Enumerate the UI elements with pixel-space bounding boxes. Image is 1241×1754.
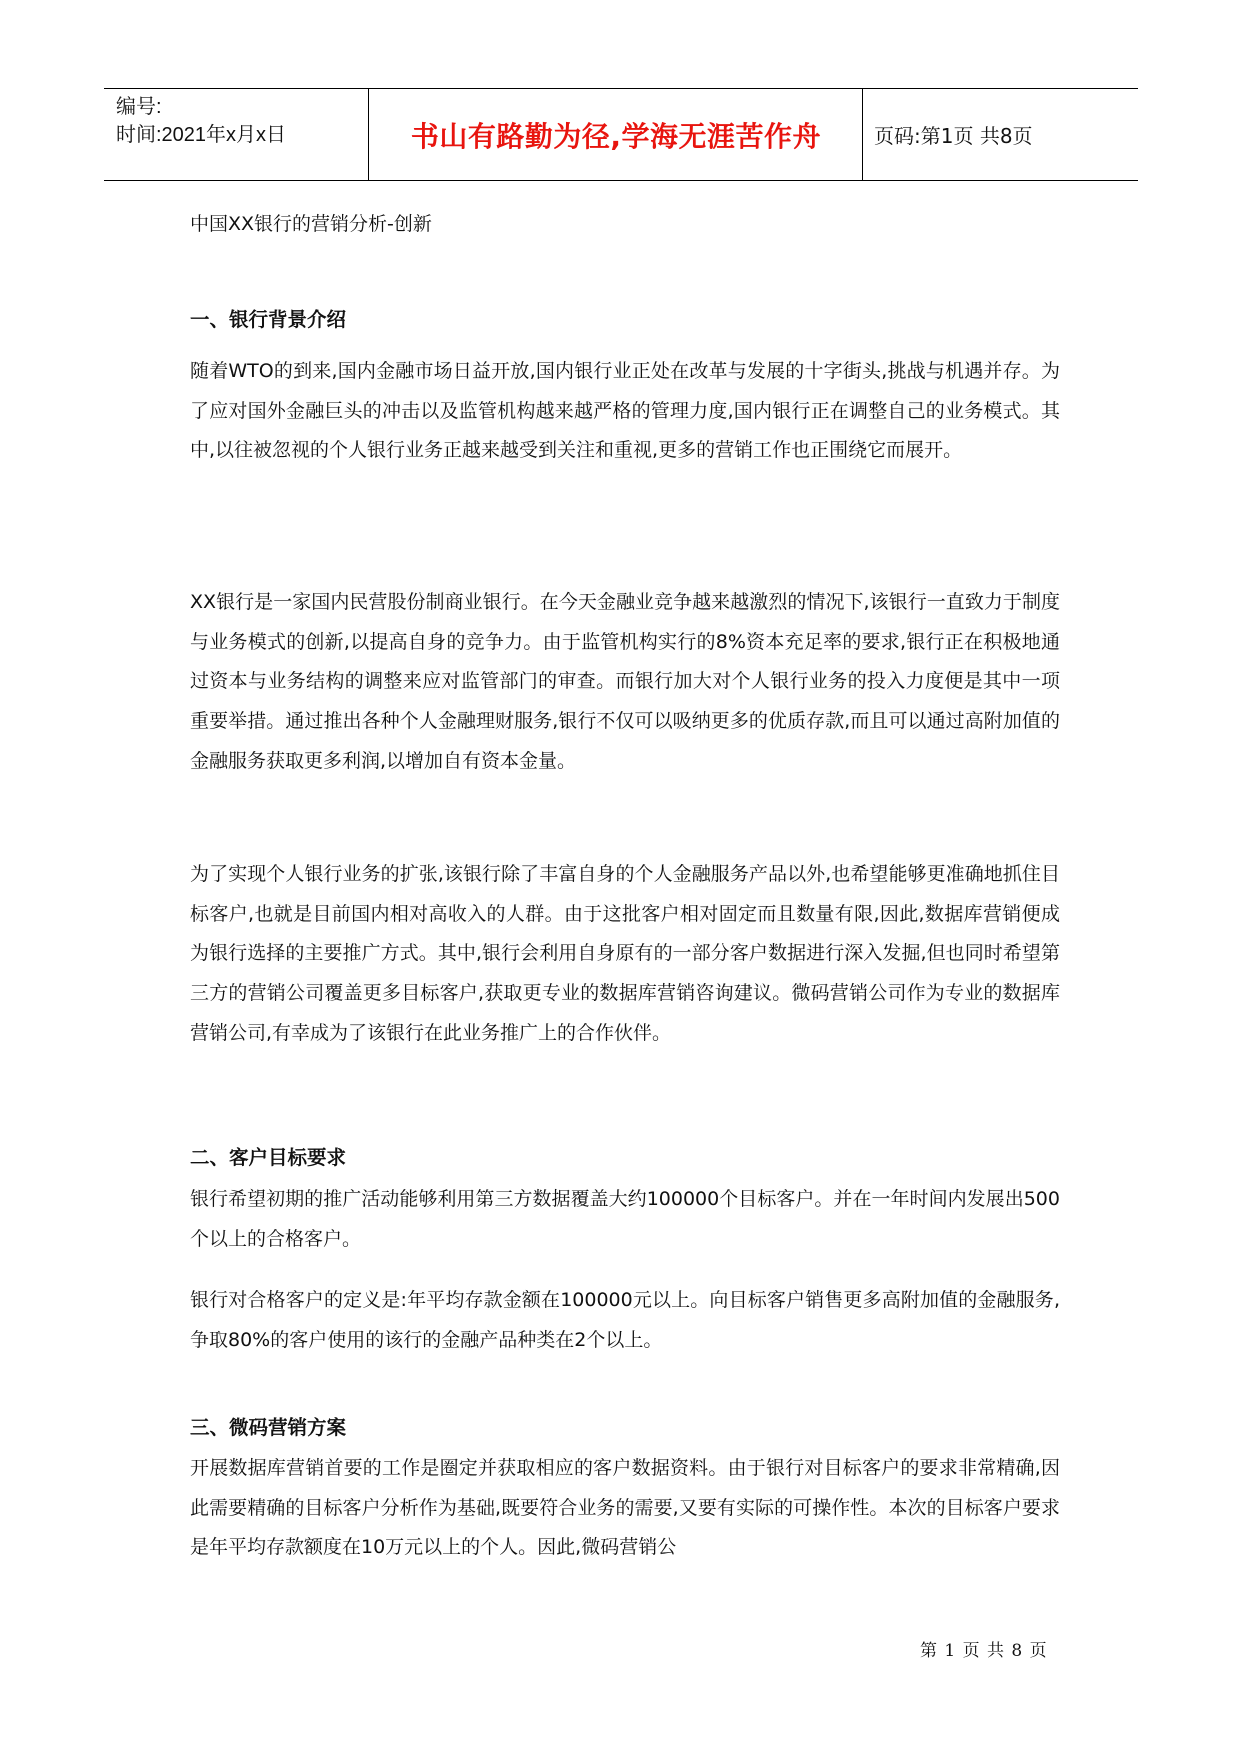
page-header — [104, 88, 1138, 181]
section-heading: 三、微码营销方案 — [190, 1416, 347, 1439]
header-meta — [116, 93, 366, 149]
serial-number-label: 编号: — [116, 96, 162, 118]
header-divider — [862, 89, 863, 180]
paragraph: 银行对合格客户的定义是:年平均存款金额在100000元以上。向目标客户销售更多高附加值的金融服务,争取80%的客户使用的该行的金融产品种类在2个以上。 — [190, 1289, 1060, 1351]
header-motto: 书山有路勤为径,学海无涯苦作舟 — [410, 119, 822, 153]
header-divider — [368, 89, 369, 180]
page-footer-number: 第 1 页 共 8 页 — [920, 1641, 1048, 1661]
section-heading: 二、客户目标要求 — [190, 1146, 347, 1169]
paragraph: 为了实现个人银行业务的扩张,该银行除了丰富自身的个人金融服务产品以外,也希望能够更准确地抓住目标客户,也就是目前国内相对高收入的人群。由于这批客户相对固定而且数量有限,因此,数据库营销便成为银行选择的主要推广方式。其中,银行会利用自身原有的一部分客户数据进行深入发掘,但也同时希望第三方的营销公司覆盖更多目标客户,获取更专业的数据库营销咨询建议。微码营销公司作为专业的数据库营销公司,有幸成为了该银行在此业务推广上的合作伙伴。 — [190, 863, 1060, 1044]
paragraph: 银行希望初期的推广活动能够利用第三方数据覆盖大约100000个目标客户。并在一年时间内发展出500个以上的合格客户。 — [190, 1188, 1060, 1250]
paragraph: 随着WTO的到来,国内金融市场日益开放,国内银行业正处在改革与发展的十字街头,挑战与机遇并存。为了应对国外金融巨头的冲击以及监管机构越来越严格的管理力度,国内银行正在调整自己的业务模式。其中,以往被忽视的个人银行业务正越来越受到关注和重视,更多的营销工作也正围绕它而展开。 — [190, 360, 1060, 462]
paragraph: XX银行是一家国内民营股份制商业银行。在今天金融业竞争越来越激烈的情况下,该银行一直致力于制度与业务模式的创新,以提高自身的竞争力。由于监管机构实行的8%资本充足率的要求,银行正在积极地通过资本与业务结构的调整来应对监管部门的审查。而银行加大对个人银行业务的投入力度便是其中一项重要举措。通过推出各种个人金融理财服务,银行不仅可以吸纳更多的优质存款,而且可以通过高附加值的金融服务获取更多利润,以增加自有资本金量。 — [190, 591, 1060, 772]
document-title: 中国XX银行的营销分析-创新 — [190, 213, 432, 235]
header-page-info: 页码:第1页 共8页 — [874, 124, 1033, 148]
section-heading: 一、银行背景介绍 — [190, 308, 347, 331]
date-label: 时间:2021年x月x日 — [116, 124, 287, 146]
paragraph: 开展数据库营销首要的工作是圈定并获取相应的客户数据资料。由于银行对目标客户的要求非常精确,因此需要精确的目标客户分析作为基础,既要符合业务的需要,又要有实际的可操作性。本次的目标客户要求是年平均存款额度在10万元以上的个人。因此,微码营销公 — [190, 1457, 1060, 1559]
